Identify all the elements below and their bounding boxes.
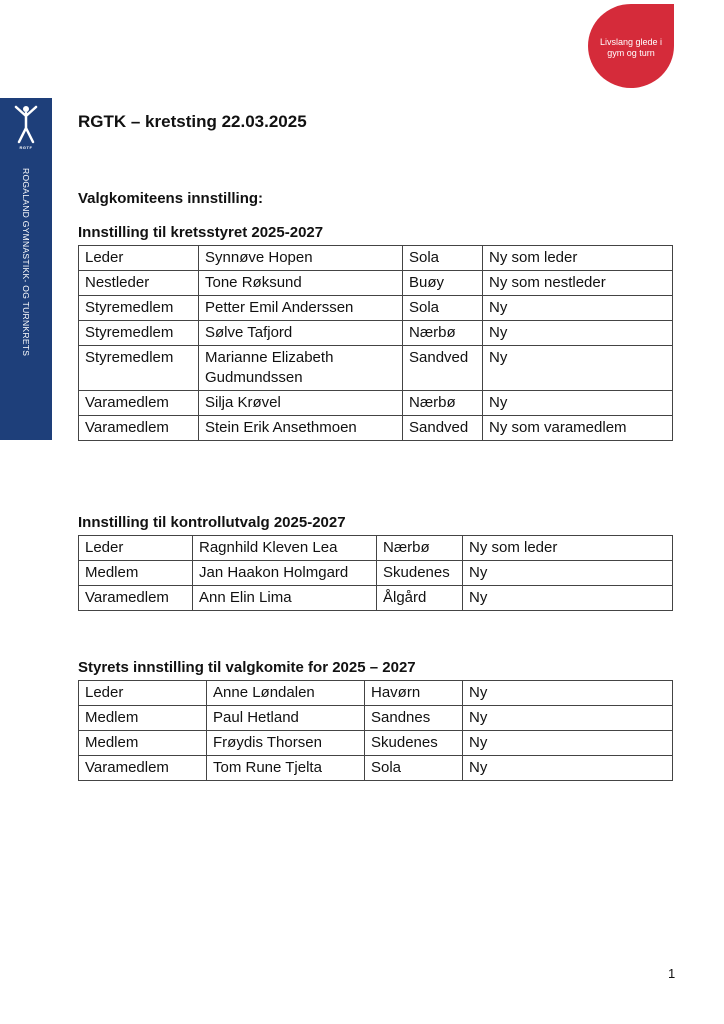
table-cell: Stein Erik Ansethmoen — [199, 416, 403, 441]
table-cell: Styremedlem — [79, 296, 199, 321]
table-row — [79, 561, 673, 586]
table-row — [79, 416, 673, 441]
table-cell: Silja Krøvel — [199, 391, 403, 416]
table-cell: Ny — [463, 706, 673, 731]
table-cell: Buøy — [403, 271, 483, 296]
table-cell: Skudenes — [377, 561, 463, 586]
table-cell: Nærbø — [403, 391, 483, 416]
logo-text: RGTF — [19, 145, 33, 150]
table-row — [79, 586, 673, 611]
table-cell: Ålgård — [377, 586, 463, 611]
table-row — [79, 246, 673, 271]
table-cell: Ragnhild Kleven Lea — [193, 536, 377, 561]
table-row — [79, 346, 673, 391]
table-cell: Tone Røksund — [199, 271, 403, 296]
table-cell: Varamedlem — [79, 391, 199, 416]
table-cell: Sølve Tafjord — [199, 321, 403, 346]
table-cell: Ny som leder — [483, 246, 673, 271]
table-cell: Styremedlem — [79, 346, 199, 391]
table-cell: Nestleder — [79, 271, 199, 296]
table-row — [79, 321, 673, 346]
table-cell: Synnøve Hopen — [199, 246, 403, 271]
heading-kretsstyret: Innstilling til kretsstyret 2025-2027 — [78, 224, 324, 241]
table-cell: Ny — [463, 586, 673, 611]
heading-valgkomite: Valgkomiteens innstilling: — [78, 190, 264, 207]
slogan-badge — [588, 4, 674, 88]
table-cell: Paul Hetland — [207, 706, 365, 731]
table-cell: Tom Rune Tjelta — [207, 756, 365, 781]
table-kontrollutvalg — [78, 535, 673, 611]
table-cell: Medlem — [79, 706, 207, 731]
table-cell: Styremedlem — [79, 321, 199, 346]
page-number: 1 — [668, 966, 676, 981]
page-title: RGTK – kretsting 22.03.2025 — [78, 112, 307, 131]
table-cell: Ny — [483, 391, 673, 416]
table-row — [79, 296, 673, 321]
heading-kontrollutvalg: Innstilling til kontrollutvalg 2025-2027 — [78, 514, 346, 531]
slogan-text: Livslang glede i gym og turn — [599, 37, 663, 58]
table-cell: Varamedlem — [79, 416, 199, 441]
table-row — [79, 706, 673, 731]
table-cell: Sandved — [403, 416, 483, 441]
table-cell: Varamedlem — [79, 586, 193, 611]
table-cell: Leder — [79, 536, 193, 561]
table-cell: Ny — [483, 346, 673, 391]
table-cell: Ny — [463, 681, 673, 706]
table-cell: Sola — [365, 756, 463, 781]
table-cell: Sandved — [403, 346, 483, 391]
table-cell: Ny — [463, 731, 673, 756]
table-cell: Petter Emil Anderssen — [199, 296, 403, 321]
table-cell: Sola — [403, 296, 483, 321]
table-kretsstyret — [78, 245, 673, 441]
table-valgkomite — [78, 680, 673, 781]
gymnast-logo-icon — [11, 104, 41, 150]
table-cell: Havørn — [365, 681, 463, 706]
table-cell: Ny — [463, 756, 673, 781]
table-row — [79, 681, 673, 706]
table-cell: Medlem — [79, 561, 193, 586]
heading-valgkomite-styret: Styrets innstilling til valgkomite for 2025 – 2027 — [78, 659, 416, 676]
table-cell: Sandnes — [365, 706, 463, 731]
table-cell: Marianne Elizabeth Gudmundssen — [199, 346, 403, 391]
table-cell: Leder — [79, 246, 199, 271]
table-cell: Ny som varamedlem — [483, 416, 673, 441]
table-cell: Skudenes — [365, 731, 463, 756]
table-cell: Anne Løndalen — [207, 681, 365, 706]
table-cell: Ny som nestleder — [483, 271, 673, 296]
table-cell: Ny som leder — [463, 536, 673, 561]
table-row — [79, 731, 673, 756]
table-row — [79, 536, 673, 561]
sidebar-band — [0, 98, 52, 440]
table-cell: Jan Haakon Holmgard — [193, 561, 377, 586]
table-cell: Sola — [403, 246, 483, 271]
table-row — [79, 391, 673, 416]
sidebar-vertical-text: ROGALAND GYMNASTIKK- OG TURNKRETS — [21, 168, 31, 357]
table-cell: Ny — [483, 321, 673, 346]
table-cell: Nærbø — [377, 536, 463, 561]
table-cell: Ann Elin Lima — [193, 586, 377, 611]
table-cell: Varamedlem — [79, 756, 207, 781]
table-cell: Leder — [79, 681, 207, 706]
table-cell: Nærbø — [403, 321, 483, 346]
table-row — [79, 271, 673, 296]
table-row — [79, 756, 673, 781]
table-cell: Frøydis Thorsen — [207, 731, 365, 756]
table-cell: Ny — [463, 561, 673, 586]
table-cell: Medlem — [79, 731, 207, 756]
table-cell: Ny — [483, 296, 673, 321]
